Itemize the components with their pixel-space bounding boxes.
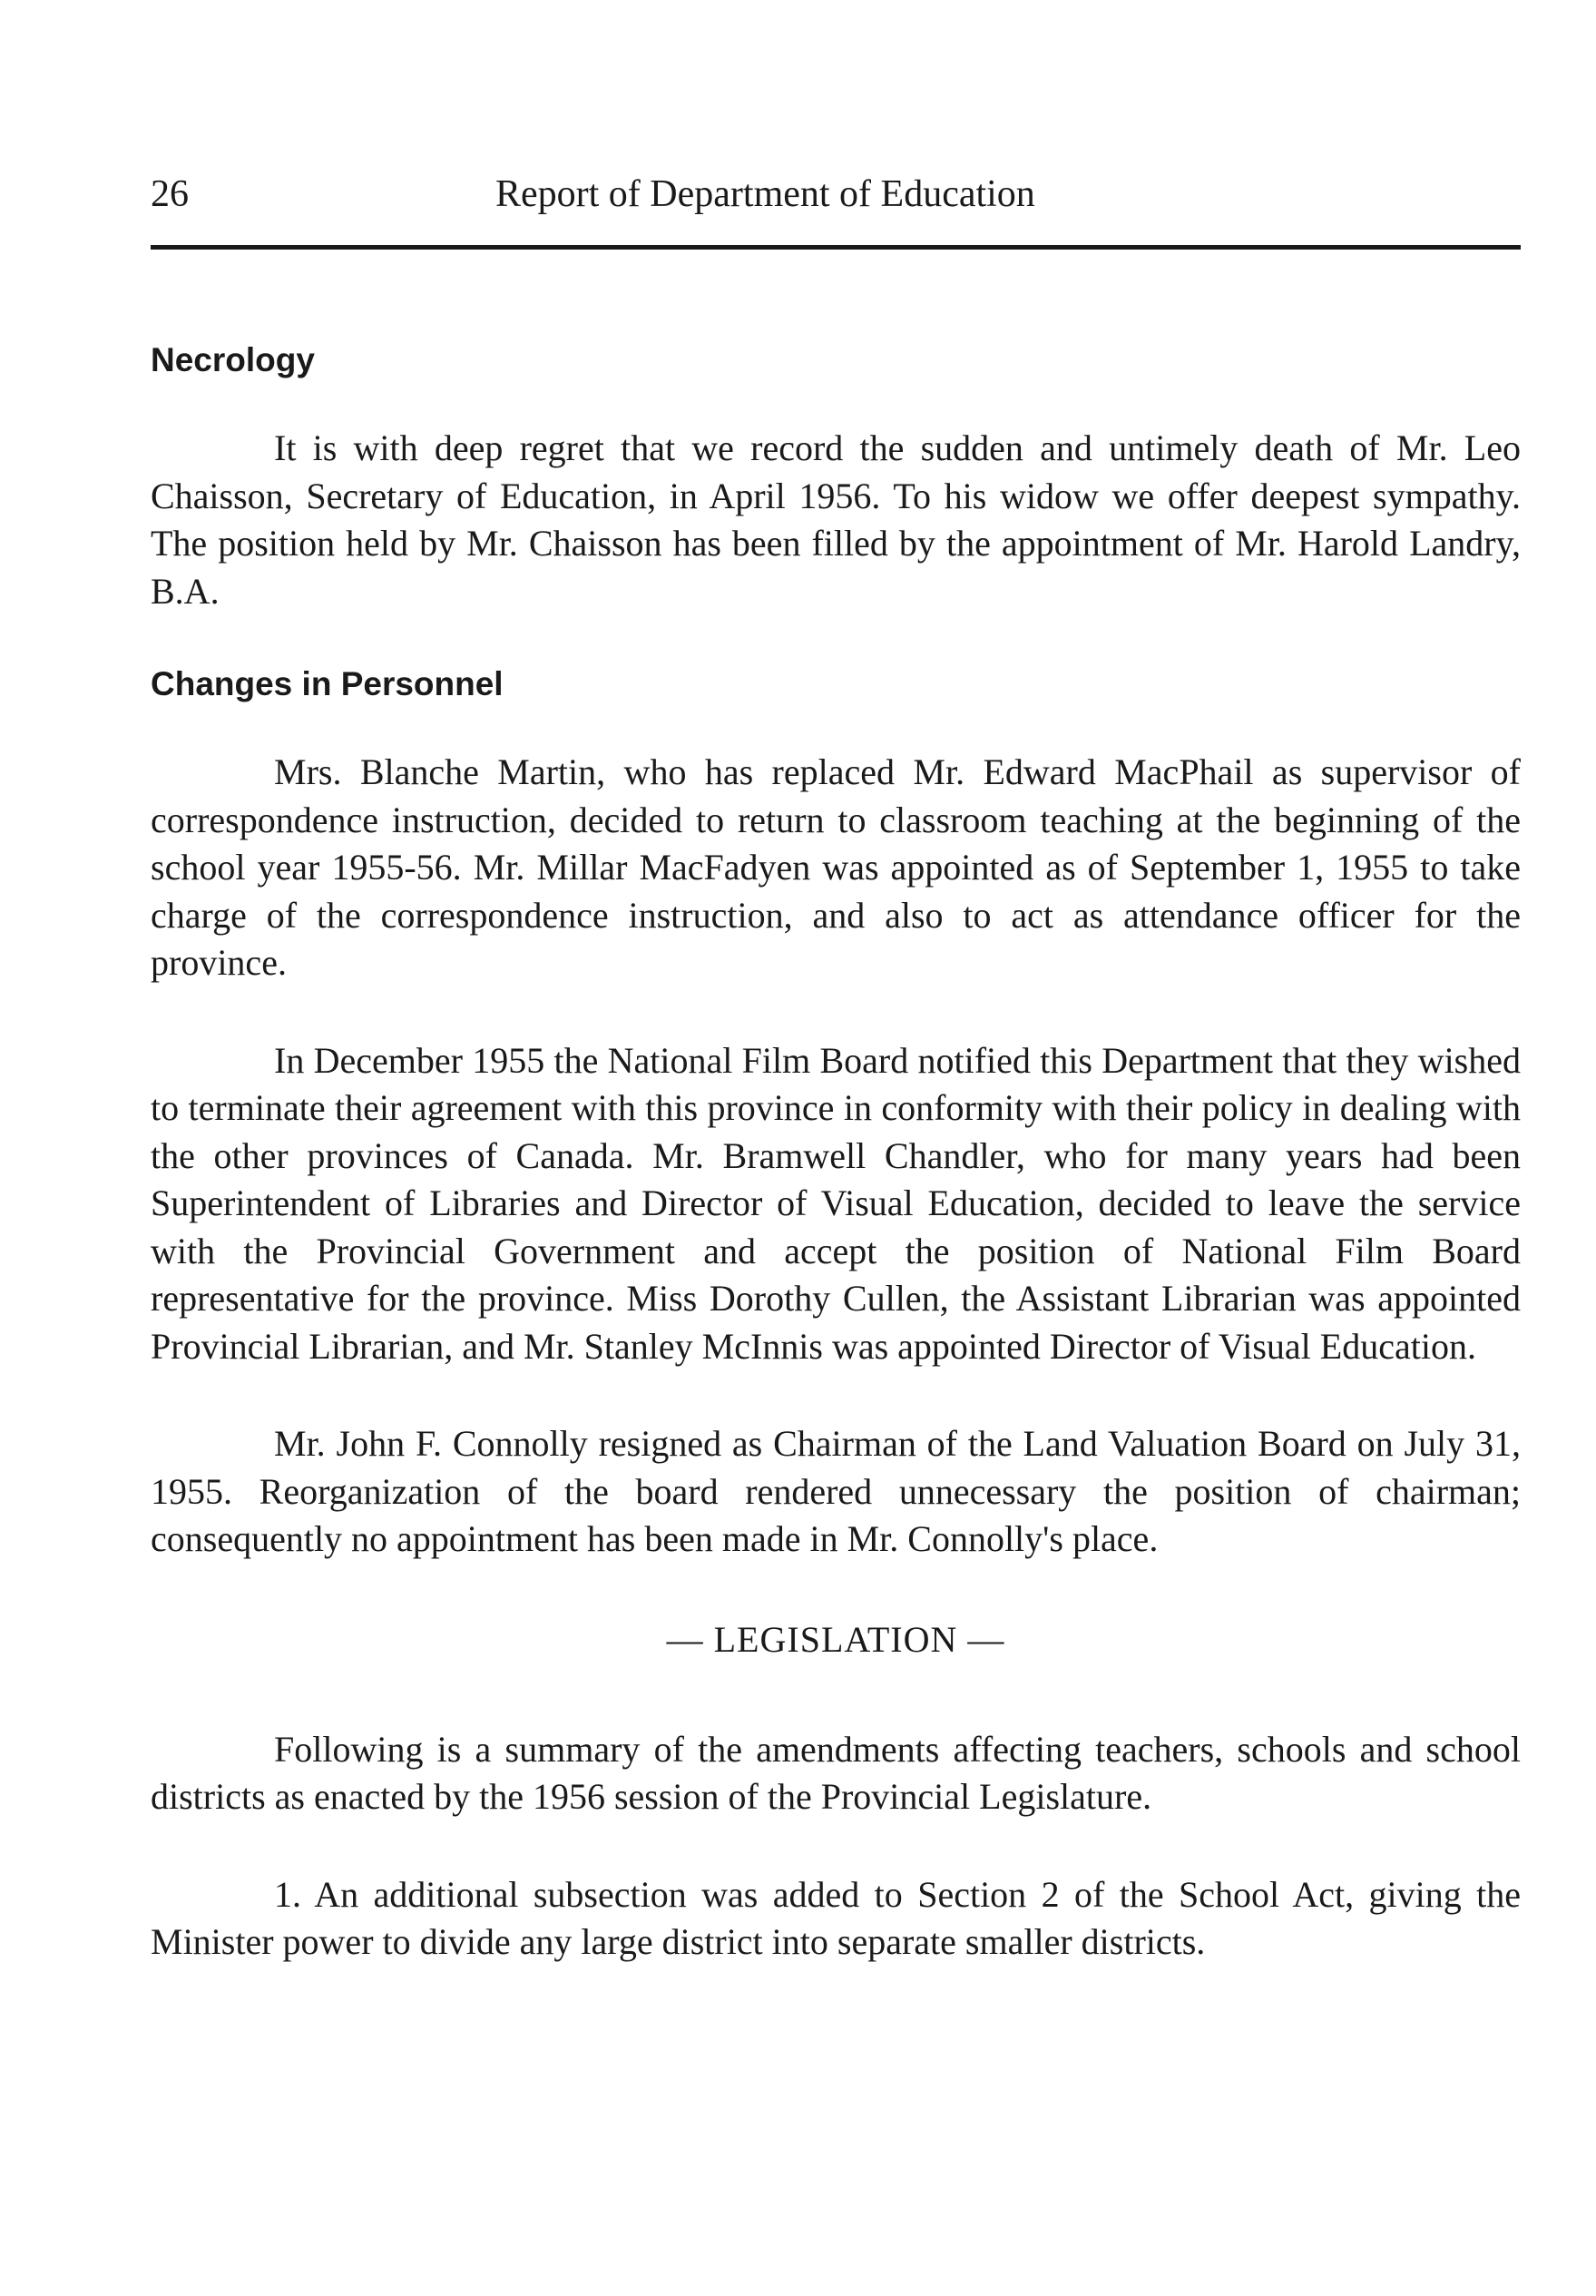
- running-title: Report of Department of Education: [495, 173, 1035, 215]
- section-heading-personnel: Changes in Personnel: [151, 665, 504, 702]
- paragraph-personnel-3: Mr. John F. Connolly resigned as Chairman of the Land Valuation Board on July 31, 1955. Reorganization of the board rendered unnecessary the position of chairman; consequently no appointment has been made in Mr. Connolly's place.: [151, 1423, 1521, 1559]
- paragraph-necrology: It is with deep regret that we record the sudden and untimely death of Mr. Leo Chaisson, Secretary of Education, in April 1956. To his widow we offer deepest sympathy. The position held by Mr. Chaisson has been filled by the appointment of Mr. Harold Landry, B.A.: [151, 427, 1521, 612]
- paragraph-legislation-item-1: 1. An additional subsection was added to Section 2 of the School Act, giving the Minister power to divide any large district into separate smaller districts.: [151, 1873, 1521, 1962]
- paragraph-legislation-intro: Following is a summary of the amendments affecting teachers, schools and school districts as enacted by the 1956 session of the Provincial Legislature.: [151, 1728, 1521, 1817]
- running-head: [151, 172, 1521, 227]
- paragraph-personnel-2: In December 1955 the National Film Board notified this Department that they wished to terminate their agreement with this province in conformity with their policy in dealing with the other provinces of Canada. Mr. Bramwell Chandler, who for many years had been Superintendent of Libraries and Director of Visual Education, decided to leave the service with the Provincial Government and accept the position of National Film Board representative for the province. Miss Dorothy Cullen, the Assistant Librarian was appointed Provincial Librarian, and Mr. Stanley McInnis was appointed Director of Visual Education.: [151, 1039, 1521, 1367]
- page-number: 26: [151, 173, 189, 215]
- section-title-legislation: — LEGISLATION —: [666, 1618, 1005, 1660]
- page-body: [151, 341, 1521, 2016]
- running-head-area: [151, 172, 1521, 227]
- section-heading-necrology: Necrology: [151, 341, 315, 378]
- header-rule: [151, 245, 1521, 250]
- paragraph-personnel-1: Mrs. Blanche Martin, who has replaced Mr. Edward MacPhail as supervisor of correspondence instruction, decided to return to classroom teaching at the beginning of the school year 1955-56. Mr. Millar MacFadyen was appointed as of September 1, 1955 to take charge of the correspondence instruction, and also to act as attendance officer for the province.: [151, 751, 1521, 983]
